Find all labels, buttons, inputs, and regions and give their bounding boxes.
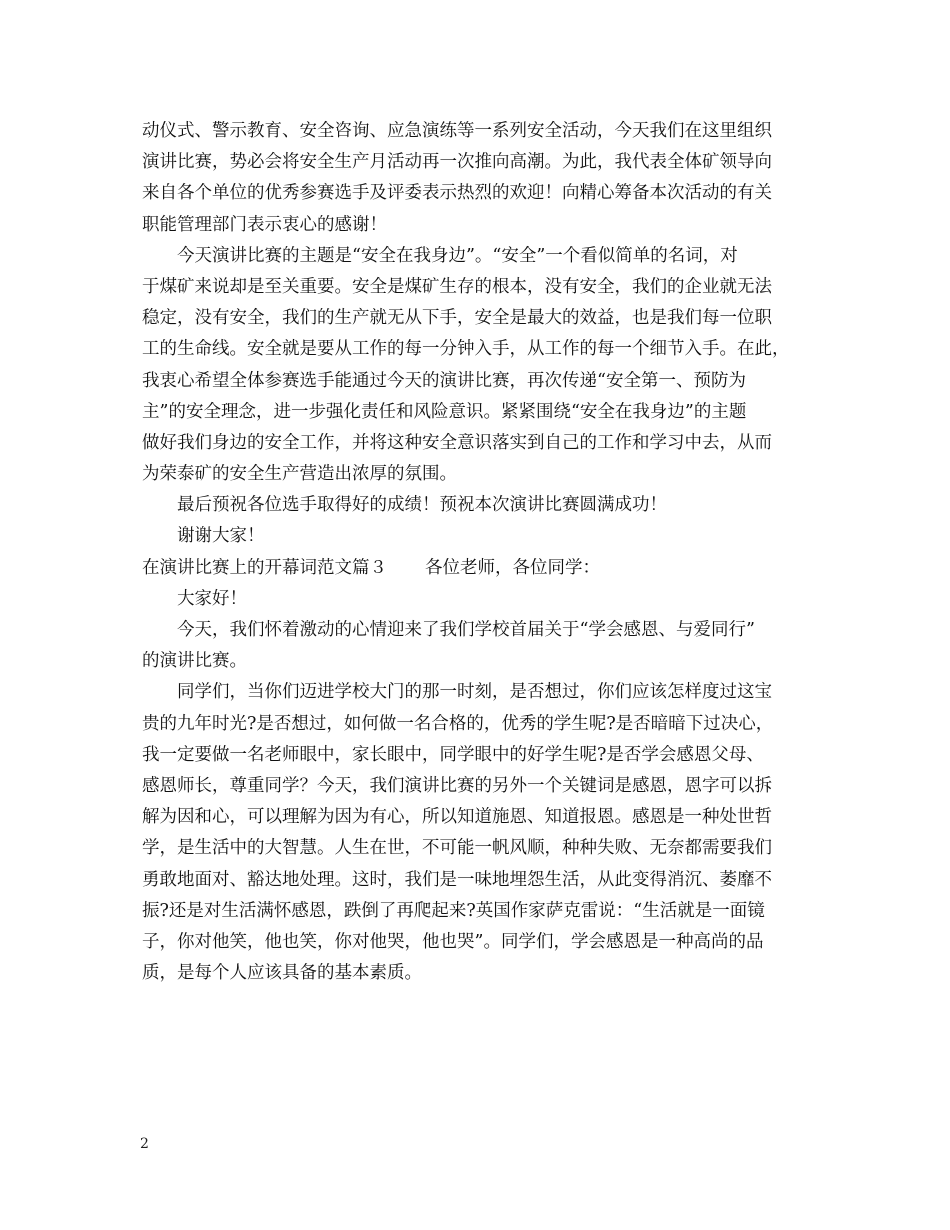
text-line: 感恩师长，尊重同学？今天，我们演讲比赛的另外一个关键词是感恩，恩字可以拆 (142, 775, 772, 796)
text-line: 振?还是对生活满怀感恩，跌倒了再爬起来?英国作家萨克雷说：“生活就是一面镜 (142, 900, 765, 921)
text-line: 为荣泰矿的安全生产营造出浓厚的氛围。 (142, 464, 457, 485)
text-line: 解为因和心，可以理解为因为有心，所以知道施恩、知道报恩。感恩是一种处世哲 (142, 807, 772, 828)
salutation: 各位老师，各位同学： (425, 557, 600, 578)
text-line: 稳定，没有安全，我们的生产就无从下手，安全是最大的效益，也是我们每一位职 (142, 308, 772, 329)
section-heading: 在演讲比赛上的开幕词范文篇３ (142, 557, 387, 578)
document-body (142, 116, 832, 989)
text-line: 同学们，当你们迈进学校大门的那一时刻，是否想过，你们应该怎样度过这宝 (177, 682, 772, 703)
text-line: 主”的安全理念，进一步强化责任和风险意识。紧紧围绕“安全在我身边”的主题 (142, 401, 747, 422)
text-line: 职能管理部门表示衷心的感谢！ (142, 214, 387, 235)
text-line: 勇敢地面对、豁达地处理。这时，我们是一味地埋怨生活，从此变得消沉、萎靡不 (142, 869, 772, 890)
text-line: 来自各个单位的优秀参赛选手及评委表示热烈的欢迎！向精心筹备本次活动的有关 (142, 183, 772, 204)
text-line: 质，是每个人应该具备的基本素质。 (142, 963, 422, 984)
page-number: 2 (140, 1136, 149, 1152)
heading-line (142, 553, 832, 584)
text-line: 学，是生活中的大智慧。人生在世，不可能一帆风顺，种种失败、无奈都需要我们 (142, 838, 772, 859)
text-line: 大家好！ (177, 588, 247, 609)
text-line: 演讲比赛，势必会将安全生产月活动再一次推向高潮。为此，我代表全体矿领导向 (142, 152, 772, 173)
text-line: 子，你对他笑，他也笑，你对他哭，他也哭”。同学们，学会感恩是一种高尚的品 (142, 931, 764, 952)
text-line: 我衷心希望全体参赛选手能通过今天的演讲比赛，再次传递“安全第一、预防为 (142, 370, 746, 391)
text-line: 最后预祝各位选手取得好的成绩！预祝本次演讲比赛圆满成功！ (177, 495, 667, 516)
text-line: 于煤矿来说却是至关重要。安全是煤矿生存的根本，没有安全，我们的企业就无法 (142, 276, 772, 297)
text-line: 动仪式、警示教育、安全咨询、应急演练等一系列安全活动，今天我们在这里组织 (142, 121, 772, 141)
text-line: 贵的九年时光?是否想过，如何做一名合格的，优秀的学生呢?是否暗暗下过决心， (142, 713, 774, 734)
text-line: 的演讲比赛。 (142, 651, 247, 672)
text-line: 今天，我们怀着激动的心情迎来了我们学校首届关于“学会感恩、与爱同行” (177, 620, 755, 640)
text-line: 我一定要做一名老师眼中，家长眼中，同学眼中的好学生呢?是否学会感恩父母、 (142, 744, 764, 765)
text-line: 工的生命线。安全就是要从工作的每一分钟入手，从工作的每一个细节入手。在此， (142, 339, 790, 360)
text-line: 谢谢大家！ (177, 526, 265, 547)
text-line: 做好我们身边的安全工作，并将这种安全意识落实到自己的工作和学习中去，从而 (142, 432, 772, 453)
text-line: 今天演讲比赛的主题是“安全在我身边”。“安全”一个看似简单的名词，对 (177, 245, 738, 266)
